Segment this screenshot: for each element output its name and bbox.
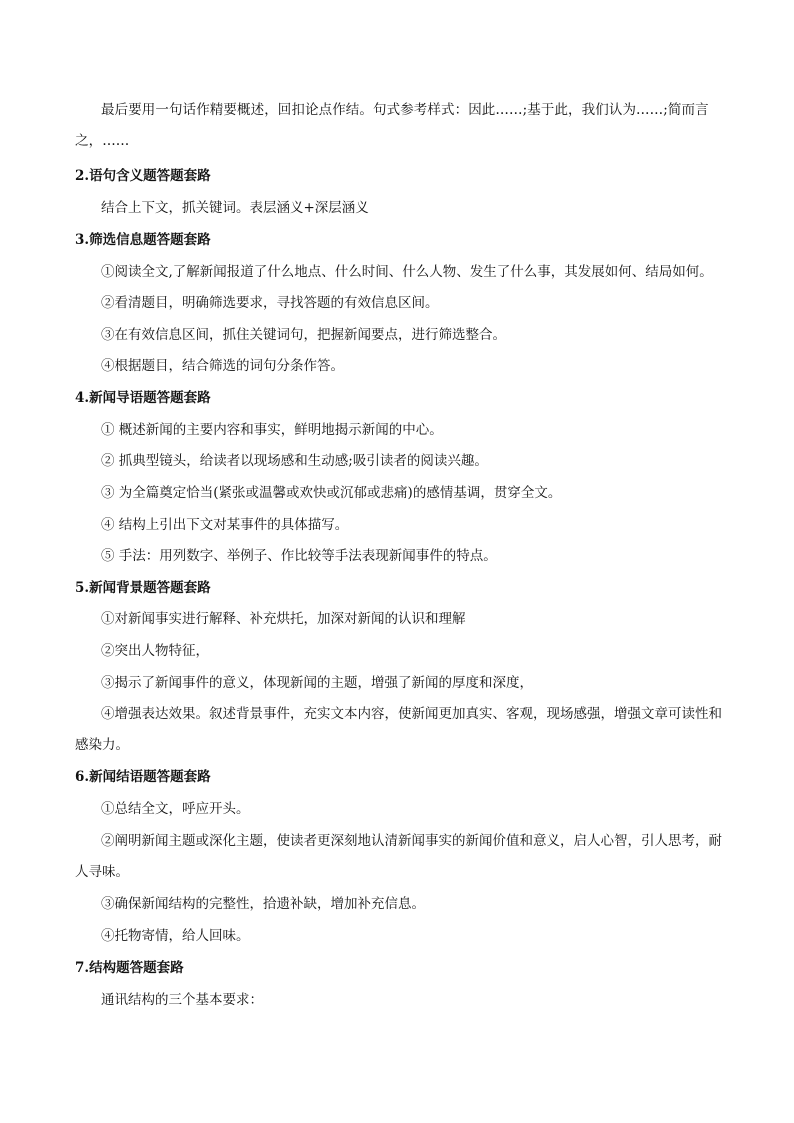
list-item: ① 概述新闻的主要内容和事实，鲜明地揭示新闻的中心。 [101,422,443,438]
list-item: ④ 结构上引出下文对某事件的具体描写。 [101,517,349,533]
list-item: ③ 为全篇奠定恰当(紧张或温馨或欢快或沉郁或悲痛)的感情基调，贯穿全文。 [101,485,562,501]
list-item: 结合上下文，抓关键词。表层涵义+深层涵义 [101,200,369,216]
list-item: ①对新闻事实进行解释、补充烘托，加深对新闻的认识和理解 [101,611,466,627]
list-item: ④增强表达效果。叙述背景事件，充实文本内容，使新闻更加真实、客观，现场感强，增强文章可读性和感染力。 [75,706,722,753]
list-item: ①总结全文，呼应开头。 [101,801,250,817]
list-item: ③在有效信息区间，抓住关键词句，把握新闻要点，进行筛选整合。 [101,327,506,343]
list-item: ③揭示了新闻事件的意义，体现新闻的主题，增强了新闻的厚度和深度， [101,675,533,691]
list-item: ② 抓典型镜头，给读者以现场感和生动感;吸引读者的阅读兴趣。 [101,453,488,469]
intro-paragraph: 最后要用一句话作精要概述，回扣论点作结。句式参考样式：因此……;基于此，我们认为……;简而言之，…… [75,102,709,149]
section-heading-5: 5.新闻背景题答题套路 [75,580,211,596]
list-item: 通讯结构的三个基本要求： [101,992,263,1008]
list-item: ④根据题目，结合筛选的词句分条作答。 [101,358,344,374]
list-item: ②看清题目，明确筛选要求，寻找答题的有效信息区间。 [101,295,439,311]
section-heading-3: 3.筛选信息题答题套路 [75,232,211,248]
list-item: ②阐明新闻主题或深化主题，使读者更深刻地认清新闻事实的新闻价值和意义，启人心智，引人思考，耐人寻味。 [75,833,722,880]
section-heading-2: 2.语句含义题答题套路 [75,168,211,184]
section-heading-4: 4.新闻导语题答题套路 [75,390,211,406]
section-heading-7: 7.结构题答题套路 [75,960,184,976]
list-item: ①阅读全文,了解新闻报道了什么地点、什么时间、什么人物、发生了什么事，其发展如何、结局如何。 [101,264,713,280]
list-item: ②突出人物特征， [101,643,209,659]
list-item: ③确保新闻结构的完整性，拾遗补缺，增加补充信息。 [101,896,425,912]
list-item: ⑤ 手法：用列数字、举例子、作比较等手法表现新闻事件的特点。 [101,548,497,564]
list-item: ④托物寄情，给人回味。 [101,928,250,944]
section-heading-6: 6.新闻结语题答题套路 [75,769,211,785]
